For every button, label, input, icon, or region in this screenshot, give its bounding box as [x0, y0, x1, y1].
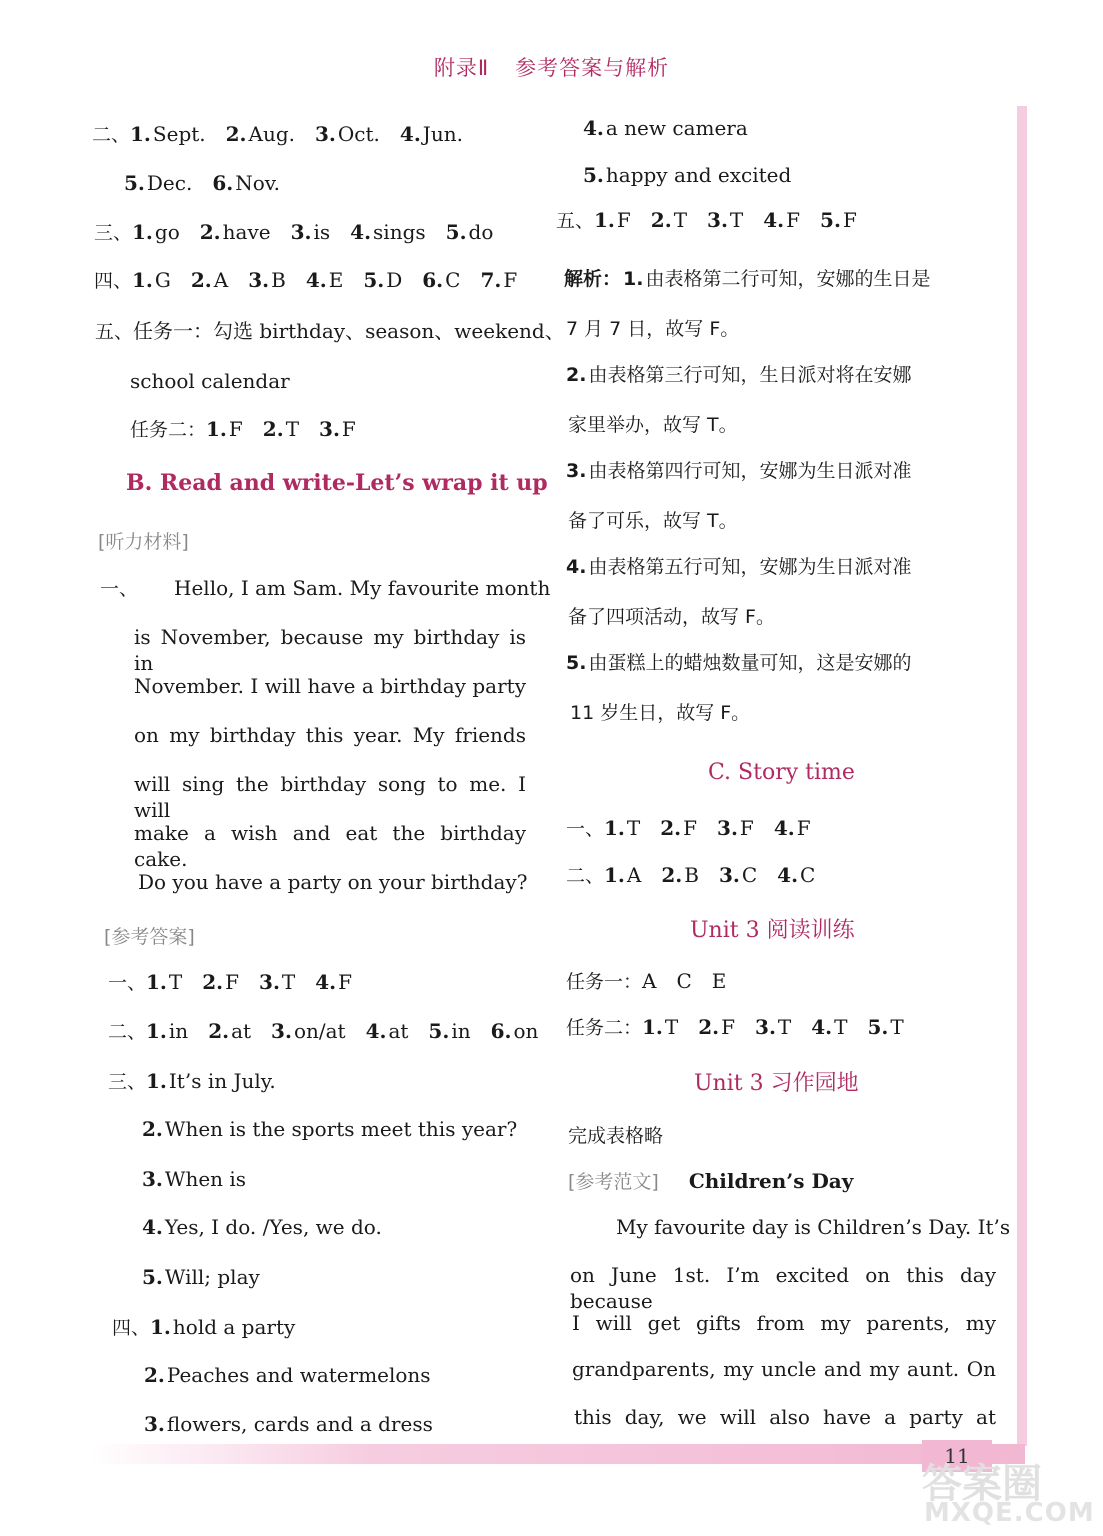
analysis-line-1: 解析： 1. 由表格第二行可知，安娜的生日是	[564, 268, 931, 290]
answer-row-q5-task1: 五、任务一：勾选 birthday、season、weekend、	[95, 319, 565, 343]
answer-row-q2-cont: 5. Dec. 6. Nov.	[124, 171, 281, 195]
answer-row-q2: 二、1. Sept. 2. Aug. 3. Oct. 4. Jun.	[92, 122, 463, 146]
answer-row-a4-5: 5. happy and excited	[583, 163, 792, 187]
answer-row-a3-3: 3. When is	[142, 1167, 247, 1191]
decorative-side-bar	[1017, 106, 1027, 1446]
answer-row-c2: 二、1. A 2. B 3. C 4. C	[566, 863, 816, 887]
page-header	[0, 52, 1103, 82]
analysis-line-4: 家里举办，故写 T。	[568, 414, 738, 436]
answer-row-q5-task2: 任务二：1. F 2. T 3. F	[130, 417, 356, 441]
listening-line-5: will sing the birthday song to me. I will	[134, 772, 526, 822]
answer-row-q4: 四、1. G 2. A 3. B 4. E 5. D 6. C 7. F	[94, 268, 518, 292]
writing-note: 完成表格略	[568, 1125, 664, 1147]
answer-tag: [参考答案]	[104, 926, 195, 948]
essay-line-4: grandparents, my uncle and my aunt. On	[572, 1357, 996, 1381]
watermark-url: MXQE.COM	[924, 1498, 1095, 1528]
answer-row-a3-5: 5. Will; play	[142, 1265, 260, 1289]
answer-row-c1: 一、1. T 2. F 3. F 4. F	[566, 816, 811, 840]
analysis-line-8: 备了四项活动，故写 F。	[568, 606, 775, 628]
reading-task2: 任务二：1. T 2. F 3. T 4. T 5. T	[566, 1015, 904, 1039]
essay-line-2: on June 1st. I’m excited on this day because	[570, 1263, 996, 1313]
answer-row-a2: 二、1. in 2. at 3. on/at 4. at 5. in 6. on	[108, 1019, 539, 1043]
listening-line-1: 一、 Hello, I am Sam. My favourite month	[100, 576, 551, 600]
listening-line-4: on my birthday this year. My friends	[134, 723, 526, 747]
sample-essay-heading	[568, 1168, 853, 1195]
analysis-line-2: 7 月 7 日，故写 F。	[566, 318, 740, 340]
watermark-text: 答案圈	[922, 1461, 1042, 1507]
answer-row-a4-3: 3. flowers, cards and a dress	[144, 1412, 433, 1436]
watermark-logo	[912, 1452, 1097, 1532]
analysis-line-5: 3. 由表格第四行可知，安娜为生日派对准	[566, 460, 912, 482]
reading-task1: 任务一：A C E	[566, 969, 727, 993]
listening-line-3: November. I will have a birthday party	[134, 674, 526, 698]
essay-line-3: I will get gifts from my parents, my	[572, 1311, 996, 1335]
header-title: 参考答案与解析	[515, 56, 670, 80]
analysis-line-9: 5. 由蛋糕上的蜡烛数量可知，这是安娜的	[566, 652, 912, 674]
answer-row-a4-2: 2. Peaches and watermelons	[144, 1363, 431, 1387]
listening-line-2: is November, because my birthday is in	[134, 625, 526, 675]
decorative-bottom-bar	[90, 1444, 1025, 1464]
listening-tag: [听力材料]	[98, 531, 189, 553]
unit3-writing-title: Unit 3 习作园地	[694, 1071, 859, 1096]
essay-line-1: My favourite day is Children’s Day. It’s	[616, 1215, 1011, 1239]
unit3-reading-title: Unit 3 阅读训练	[690, 918, 855, 943]
essay-line-5: this day, we will also have a party at	[574, 1405, 996, 1429]
appendix-label: 附录Ⅱ	[433, 56, 490, 80]
analysis-line-3: 2. 由表格第三行可知，生日派对将在安娜	[566, 364, 912, 386]
answer-row-a5: 五、1. F 2. T 3. T 4. F 5. F	[556, 208, 857, 232]
essay-title: Children’s Day	[688, 1169, 854, 1193]
section-c-title: C. Story time	[708, 760, 855, 785]
answer-row-a1: 一、1. T 2. F 3. T 4. F	[108, 970, 353, 994]
answer-row-a4-1: 四、1. hold a party	[112, 1315, 296, 1339]
answer-row-a3-4: 4. Yes, I do. /Yes, we do.	[142, 1215, 382, 1239]
answer-row-q3: 三、1. go 2. have 3. is 4. sings 5. do	[94, 220, 494, 244]
answer-row-a4-4: 4. a new camera	[583, 116, 748, 140]
analysis-line-10: 11 岁生日，故写 F。	[570, 702, 751, 724]
answer-row-q5-task1-cont: school calendar	[130, 369, 290, 393]
listening-line-7: Do you have a party on your birthday?	[138, 870, 528, 894]
listening-line-6: make a wish and eat the birthday cake.	[134, 821, 526, 871]
section-b-title: B. Read and write-Let’s wrap it up	[126, 470, 548, 496]
analysis-line-7: 4. 由表格第五行可知，安娜为生日派对准	[566, 556, 912, 578]
analysis-line-6: 备了可乐，故写 T。	[568, 510, 738, 532]
answer-row-a3-1: 三、1. It’s in July.	[108, 1069, 276, 1093]
answer-row-a3-2: 2. When is the sports meet this year?	[142, 1117, 518, 1141]
page-number: 11	[922, 1440, 992, 1472]
sample-tag: [参考范文]	[568, 1171, 659, 1193]
